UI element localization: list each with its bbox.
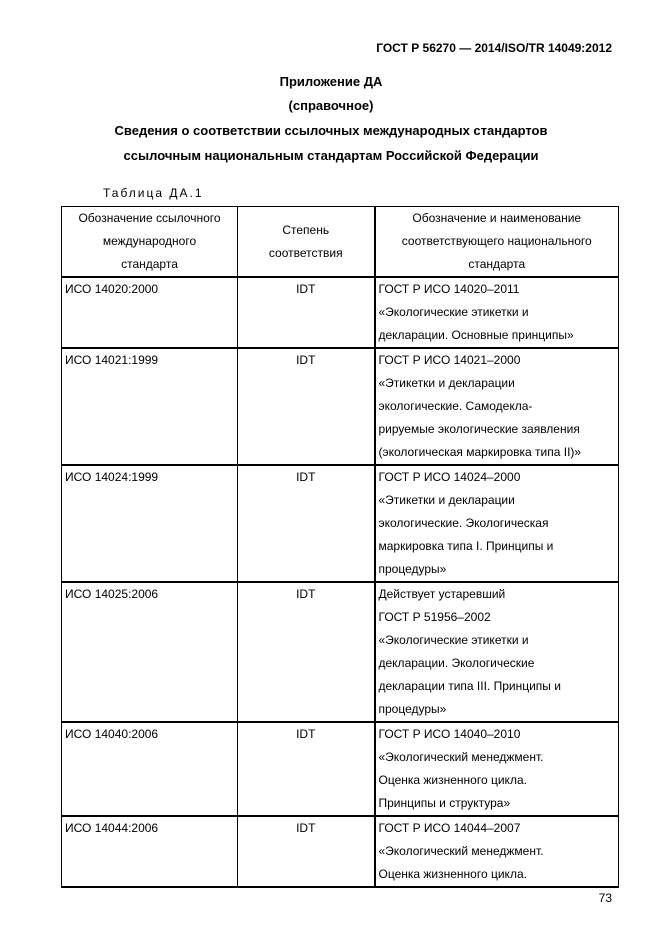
international-standard-cell: ИСО 14040:2006 bbox=[62, 722, 238, 816]
header-national-standard bbox=[375, 207, 619, 278]
national-standard-line: Оценка жизненного цикла. bbox=[378, 867, 527, 881]
national-standard-line: «Этикетки и декларации bbox=[378, 493, 515, 507]
national-standard-line: декларации. Экологические bbox=[378, 656, 535, 670]
national-standard-cell bbox=[375, 582, 619, 722]
international-standard-cell: ИСО 14024:1999 bbox=[62, 465, 238, 582]
table-row bbox=[62, 465, 619, 582]
table-row bbox=[62, 348, 619, 465]
national-standard-cell bbox=[375, 277, 619, 348]
header-line: Обозначение и наименование bbox=[412, 211, 582, 225]
header-degree-of-correspondence bbox=[238, 207, 375, 278]
national-standard-line: ГОСТ Р ИСО 14021–2000 bbox=[378, 353, 521, 367]
national-standard-line: (экологическая маркировка типа II)» bbox=[378, 445, 582, 459]
degree-cell: IDT bbox=[238, 722, 375, 816]
standards-correspondence-table bbox=[61, 206, 619, 888]
international-standard-cell: ИСО 14044:2006 bbox=[62, 816, 238, 887]
degree-cell: IDT bbox=[238, 348, 375, 465]
national-standard-line: ГОСТ Р ИСО 14040–2010 bbox=[378, 727, 521, 741]
national-standard-line: Оценка жизненного цикла. bbox=[378, 773, 527, 787]
header-line: стандарта bbox=[468, 257, 526, 271]
national-standard-line: Принципы и структура» bbox=[378, 796, 511, 810]
national-standard-cell bbox=[375, 465, 619, 582]
national-standard-line: ГОСТ Р 51956–2002 bbox=[378, 610, 491, 624]
header-line: Обозначение ссылочного bbox=[78, 211, 221, 225]
international-standard-cell: ИСО 14021:1999 bbox=[62, 348, 238, 465]
header-line: соответствующего национального bbox=[401, 234, 592, 248]
national-standard-line: экологические. Самодекла- bbox=[378, 399, 533, 413]
table-body bbox=[62, 277, 619, 887]
national-standard-line: рируемые экологические заявления bbox=[378, 422, 580, 436]
annex-subtitle-line-2: ссылочным национальным стандартам Российской Федерации bbox=[123, 148, 539, 163]
table-row bbox=[62, 816, 619, 887]
national-standard-cell bbox=[375, 722, 619, 816]
national-standard-line: ГОСТ Р ИСО 14020–2011 bbox=[378, 282, 520, 296]
national-standard-cell bbox=[375, 348, 619, 465]
degree-cell: IDT bbox=[238, 465, 375, 582]
national-standard-line: «Экологический менеджмент. bbox=[378, 750, 544, 764]
table-caption: Таблица ДА.1 bbox=[103, 186, 204, 200]
header-international-standard bbox=[62, 207, 238, 278]
header-line: соответствия bbox=[268, 245, 343, 260]
national-standard-cell bbox=[375, 816, 619, 887]
national-standard-line: «Экологические этикетки и bbox=[378, 305, 529, 319]
national-standard-line: декларации. Основные принципы» bbox=[378, 328, 574, 342]
national-standard-line: ГОСТ Р ИСО 14044–2007 bbox=[378, 821, 521, 835]
header-line: международного bbox=[102, 234, 197, 248]
annex-type: (справочное) bbox=[288, 98, 374, 113]
annex-subtitle-line-1: Сведения о соответствии ссылочных международных стандартов bbox=[114, 123, 548, 138]
annex-title: Приложение ДА bbox=[279, 74, 383, 89]
international-standard-cell: ИСО 14020:2000 bbox=[62, 277, 238, 348]
national-standard-line: процедуры» bbox=[378, 702, 447, 716]
table-row bbox=[62, 277, 619, 348]
page-number: 73 bbox=[598, 891, 612, 905]
national-standard-line: процедуры» bbox=[378, 562, 447, 576]
degree-cell: IDT bbox=[238, 816, 375, 887]
document-code-header: ГОСТ Р 56270 — 2014/ISO/TR 14049:2012 bbox=[376, 41, 612, 55]
header-line: стандарта bbox=[121, 257, 178, 271]
national-standard-line: ГОСТ Р ИСО 14024–2000 bbox=[378, 470, 521, 484]
national-standard-line: Действует устаревший bbox=[378, 587, 506, 601]
degree-cell: IDT bbox=[238, 582, 375, 722]
national-standard-line: «Этикетки и декларации bbox=[378, 376, 515, 390]
table-header-row bbox=[62, 207, 619, 278]
national-standard-line: декларации типа III. Принципы и bbox=[378, 679, 561, 693]
header-line: Степень bbox=[282, 222, 330, 237]
table-row bbox=[62, 722, 619, 816]
table-row bbox=[62, 582, 619, 722]
international-standard-cell: ИСО 14025:2006 bbox=[62, 582, 238, 722]
national-standard-line: «Экологические этикетки и bbox=[378, 633, 529, 647]
national-standard-line: маркировка типа I. Принципы и bbox=[378, 539, 554, 553]
national-standard-line: «Экологический менеджмент. bbox=[378, 844, 544, 858]
national-standard-line: экологические. Экологическая bbox=[378, 516, 549, 530]
degree-cell: IDT bbox=[238, 277, 375, 348]
